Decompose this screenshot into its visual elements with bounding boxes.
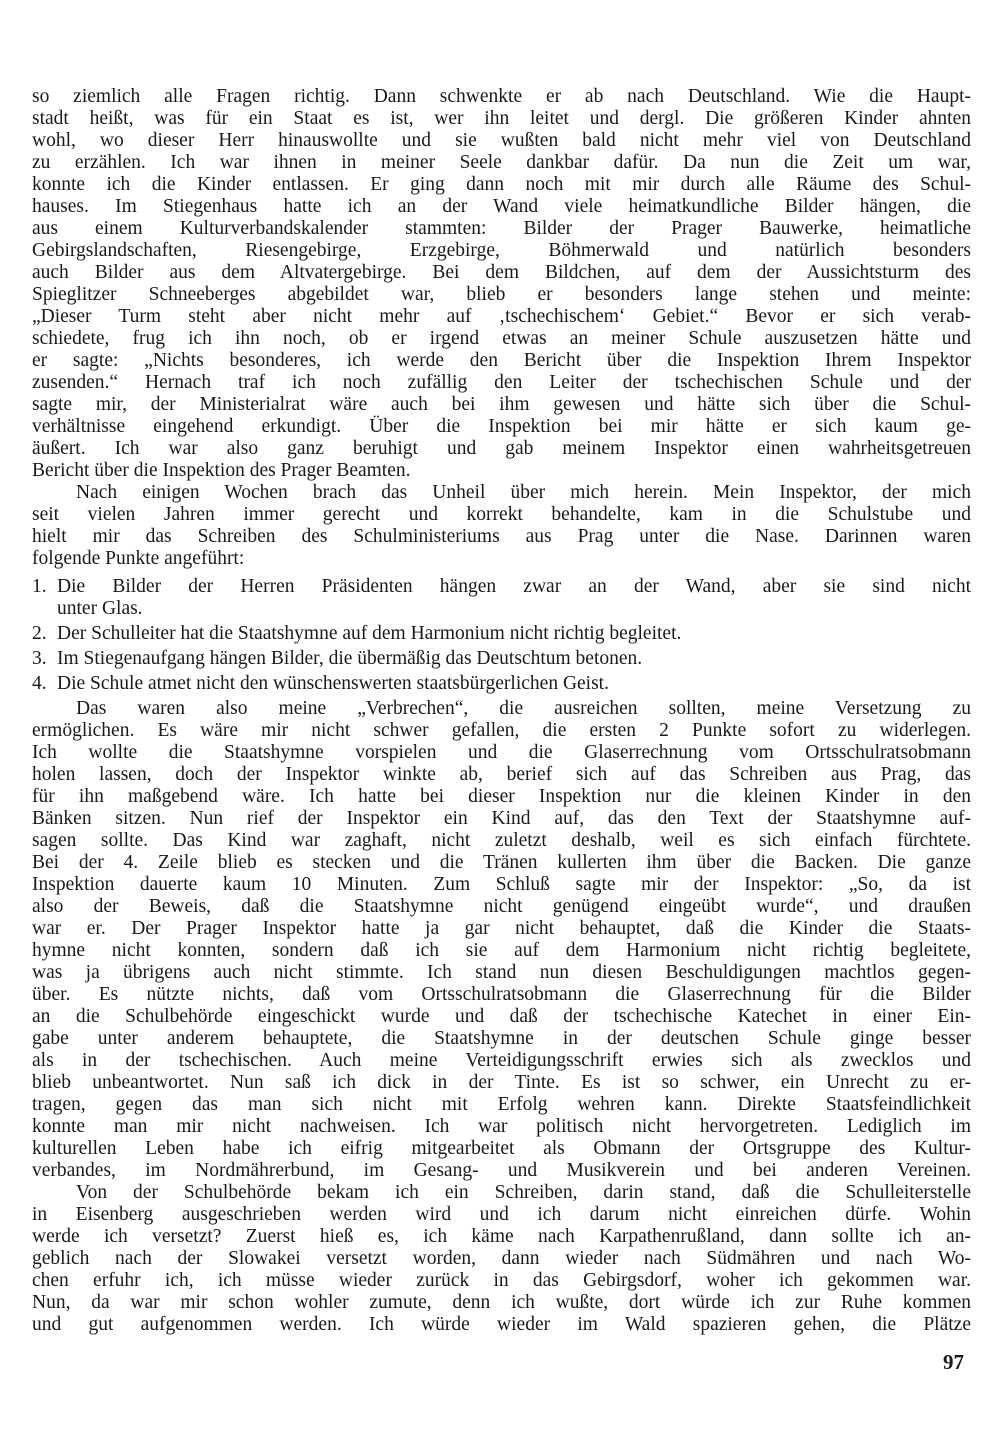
text-line: äußert. Ich war also ganz beruhigt und gab meinem Inspektor einen wahrheitsgetreuen [32, 438, 971, 459]
text-line: als in der tschechischen. Auch meine Verteidigungsschrift erwies sich als zwecklos und [32, 1050, 971, 1071]
list-number: 1. [32, 576, 47, 597]
text-line: Nun, da war mir schon wohler zumute, denn ich wußte, dort würde ich zur Ruhe kommen [32, 1292, 971, 1313]
paragraph [32, 1182, 971, 1336]
text-line: gabe unter anderem behauptete, die Staatshymne in der deutschen Schule ginge besser [32, 1028, 971, 1049]
list-item [32, 576, 971, 620]
text-line: Spieglitzer Schneeberges abgebildet war, blieb er besonders lange stehen und meinte: [32, 284, 971, 305]
text-line: hielt mir das Schreiben des Schulministeriums aus Prag unter die Nase. Darinnen waren [32, 526, 971, 547]
text-line: Im Stiegenaufgang hängen Bilder, die übermäßig das Deutschtum betonen. [57, 648, 643, 669]
text-line: blieb unbeantwortet. Nun saß ich dick in der Tinte. Es ist so schwer, ein Unrecht zu er- [32, 1072, 971, 1093]
text-line: Der Schulleiter hat die Staatshymne auf dem Harmonium nicht richtig begleitet. [57, 623, 682, 644]
page-body [32, 86, 971, 1336]
text-line: konnte man mir nicht nachweisen. Ich war politisch nicht hervorgetreten. Lediglich im [32, 1116, 971, 1137]
text-line: was ja übrigens auch nicht stimmte. Ich stand nun diesen Beschuldigungen machtlos gegen- [32, 962, 971, 983]
text-line: Die Schule atmet nicht den wünschenswerten staatsbürgerlichen Geist. [57, 673, 609, 694]
text-line: sagte mir, der Ministerialrat wäre auch bei ihm gewesen und hätte sich über die Schul- [32, 394, 971, 415]
text-line: also der Beweis, daß die Staatshymne nicht genügend eingeübt wurde“, und draußen [32, 896, 971, 917]
text-line: und gut aufgenommen werden. Ich würde wieder im Wald spazieren gehen, die Plätze [32, 1314, 971, 1335]
text-line: schiedete, frug ich ihn noch, ob er irgend etwas an meiner Schule auszusetzen hätte und [32, 328, 971, 349]
list-item [32, 623, 971, 645]
text-line: werde ich versetzt? Zuerst hieß es, ich käme nach Karpathenrußland, dann sollte ich an- [32, 1226, 971, 1247]
list-number: 2. [32, 623, 47, 644]
text-line: über. Es nützte nichts, daß vom Ortsschulratsobmann die Glaserrechnung für die Bilder [32, 984, 971, 1005]
list-item [32, 673, 971, 695]
text-line: seit vielen Jahren immer gerecht und korrekt behandelte, kam in die Schulstube und [32, 504, 971, 525]
text-line: sagen sollte. Das Kind war zaghaft, nicht zuletzt deshalb, weil es sich einfach fürchtete. [32, 830, 971, 851]
text-line: verhältnisse eingehend erkundigt. Über die Inspektion bei mir hätte er sich kaum ge- [32, 416, 971, 437]
text-line: hymne nicht konnten, sondern daß ich sie auf dem Harmonium nicht richtig begleitete, [32, 940, 971, 961]
text-line: verbandes, im Nordmährerbund, im Gesang- und Musikverein und bei anderen Vereinen. [32, 1160, 971, 1181]
text-line: so ziemlich alle Fragen richtig. Dann schwenkte er ab nach Deutschland. Wie die Haupt- [32, 86, 971, 107]
text-line: tragen, gegen das man sich nicht mit Erfolg wehren kann. Direkte Staatsfeindlichkeit [32, 1094, 971, 1115]
text-line: kulturellen Leben habe ich eifrig mitgearbeitet als Obmann der Ortsgruppe des Kultur- [32, 1138, 971, 1159]
text-line: Inspektion dauerte kaum 10 Minuten. Zum Schluß sagte mir der Inspektor: „So, da ist [32, 874, 971, 895]
text-line: „Dieser Turm steht aber nicht mehr auf ‚tschechischem‘ Gebiet.“ Bevor er sich verab- [32, 306, 971, 327]
text-line: ermöglichen. Es wäre mir nicht schwer gefallen, die ersten 2 Punkte sofort zu widerlegen. [32, 720, 971, 741]
text-line: in Eisenberg ausgeschrieben werden wird und ich darum nicht einreichen dürfe. Wohin [32, 1204, 971, 1225]
text-line: Bericht über die Inspektion des Prager Beamten. [32, 460, 411, 481]
text-line: stadt heißt, was für ein Staat es ist, wer ihn leitet und dergl. Die größeren Kinder ahnten [32, 108, 971, 129]
text-line: zu erzählen. Ich war ihnen in meiner Seele dankbar dafür. Da nun die Zeit um war, [32, 152, 971, 173]
paragraph [32, 698, 971, 1182]
paragraph [32, 482, 971, 570]
text-line: wohl, wo dieser Herr hinauswollte und sie wußten bald nicht mehr viel von Deutschland [32, 130, 971, 151]
text-line: konnte ich die Kinder entlassen. Er ging dann noch mit mir durch alle Räume des Schul- [32, 174, 971, 195]
text-line: hauses. Im Stiegenhaus hatte ich an der Wand viele heimatkundliche Bilder hängen, die [32, 196, 971, 217]
text-line: unter Glas. [57, 598, 143, 619]
list-item [32, 648, 971, 670]
text-line: aus einem Kulturverbandskalender stammten: Bilder der Prager Bauwerke, heimatliche [32, 218, 971, 239]
text-line: geblich nach der Slowakei versetzt worden, dann wieder nach Südmähren und nach Wo- [32, 1248, 971, 1269]
text-line: an die Schulbehörde eingeschickt wurde und daß der tschechische Katechet in einer Ein- [32, 1006, 971, 1027]
text-line: Gebirgslandschaften, Riesengebirge, Erzgebirge, Böhmerwald und natürlich besonders [32, 240, 971, 261]
text-line: holen lassen, doch der Inspektor winkte ab, berief sich auf das Schreiben aus Prag, das [32, 764, 971, 785]
text-line: chen erfuhr ich, ich müsse wieder zurück in das Gebirgsdorf, woher ich gekommen war. [32, 1270, 971, 1291]
list-number: 4. [32, 673, 47, 694]
page-number: 97 [943, 1350, 964, 1374]
text-line: zusenden.“ Hernach traf ich noch zufällig den Leiter der tschechischen Schule und der [32, 372, 971, 393]
text-line: er sagte: „Nichts besonderes, ich werde den Bericht über die Inspektion Ihrem Inspektor [32, 350, 971, 371]
text-line: für ihn maßgebend wäre. Ich hatte bei dieser Inspektion nur die kleinen Kinder in den [32, 786, 971, 807]
numbered-list [32, 576, 971, 695]
text-line: Nach einigen Wochen brach das Unheil über mich herein. Mein Inspektor, der mich [76, 482, 971, 503]
text-line: Ich wollte die Staatshymne vorspielen und die Glaserrechnung vom Ortsschulratsobmann [32, 742, 971, 763]
text-line: auch Bilder aus dem Altvatergebirge. Bei dem Bildchen, auf dem der Aussichtsturm des [32, 262, 971, 283]
text-line: war er. Der Prager Inspektor hatte ja gar nicht behauptet, daß die Kinder die Staats- [32, 918, 971, 939]
text-line: folgende Punkte angeführt: [32, 548, 245, 569]
paragraph [32, 86, 971, 482]
list-number: 3. [32, 648, 47, 669]
text-line: Die Bilder der Herren Präsidenten hängen zwar an der Wand, aber sie sind nicht [57, 576, 971, 597]
text-line: Bei der 4. Zeile blieb es stecken und die Tränen kullerten ihm über die Backen. Die ganze [32, 852, 971, 873]
text-line: Das waren also meine „Verbrechen“, die ausreichen sollten, meine Versetzung zu [76, 698, 971, 719]
text-line: Von der Schulbehörde bekam ich ein Schreiben, darin stand, daß die Schulleiterstelle [76, 1182, 971, 1203]
text-line: Bänken sitzen. Nun rief der Inspektor ein Kind auf, das den Text der Staatshymne auf- [32, 808, 971, 829]
